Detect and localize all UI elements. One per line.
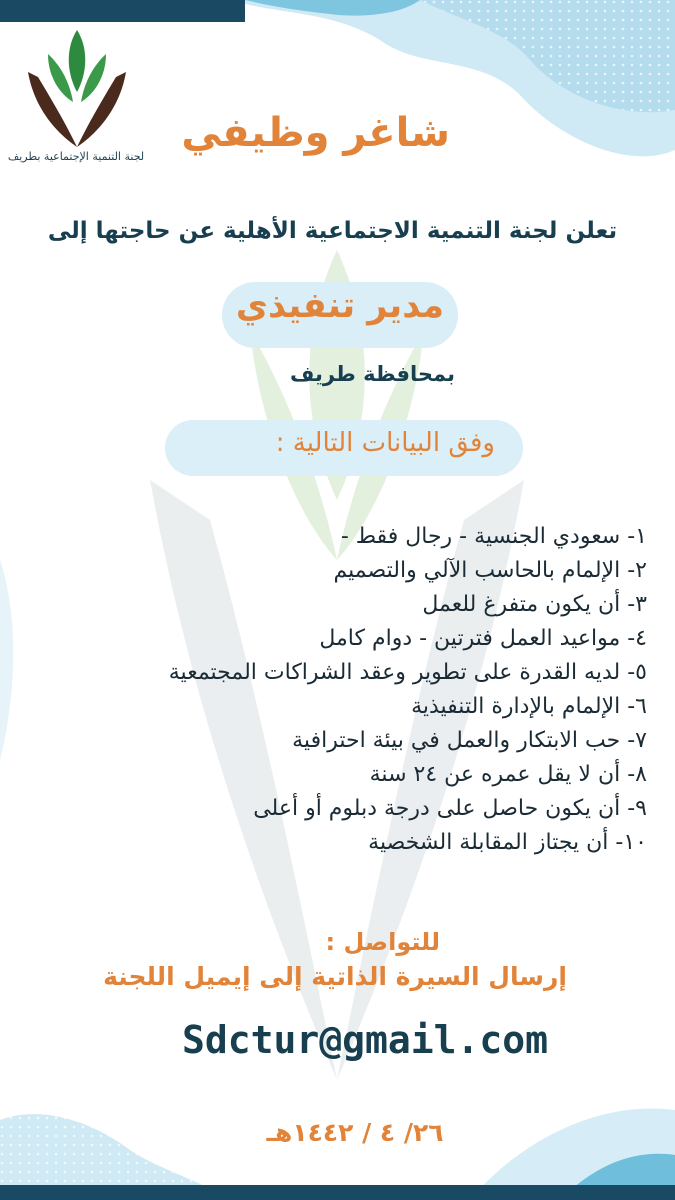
requirement-item: ٨- أن لا يقل عمره عن ٢٤ سنة — [369, 762, 647, 787]
logo-left-arm — [28, 72, 77, 147]
left-edge-wave — [0, 560, 13, 760]
criteria-heading: وفق البيانات التالية : — [275, 428, 495, 458]
hijri-date: ٢٦/ ٤ / ١٤٤٢هـ — [266, 1118, 444, 1147]
org-caption: لجنة التنمية الإجتماعية بطريف — [7, 150, 145, 163]
requirement-item: ٥- لديه القدرة على تطوير وعقد الشراكات المجتمعية — [168, 660, 647, 685]
contact-email[interactable]: Sdctur@gmail.com — [181, 1018, 549, 1062]
location-text: بمحافظة طريف — [290, 362, 455, 386]
announcement-text: تعلن لجنة التنمية الاجتماعية الأهلية عن حاجتها إلى — [47, 218, 618, 244]
requirement-item: ٩- أن يكون حاصل على درجة دبلوم أو أعلى — [253, 796, 647, 821]
position-title: مدير تنفيذي — [235, 286, 445, 326]
requirement-item: ٧- حب الابتكار والعمل في بيئة احترافية — [292, 728, 647, 753]
logo-center-leaf — [69, 30, 86, 92]
top-dark-band — [0, 0, 245, 22]
contact-text: إرسال السيرة الذاتية إلى إيميل اللجنة — [103, 962, 567, 991]
requirement-item: ٤- مواعيد العمل فترتين - دوام كامل — [319, 626, 647, 651]
requirement-item: ٦- الإلمام بالإدارة التنفيذية — [411, 694, 647, 719]
requirement-item: ٣- أن يكون متفرغ للعمل — [422, 592, 647, 617]
requirement-item: ١٠- أن يجتاز المقابلة الشخصية — [368, 830, 647, 855]
page-title: شاغر وظيفي — [181, 110, 450, 156]
logo-right-arm — [77, 72, 126, 147]
requirement-item: ٢- الإلمام بالحاسب الآلي والتصميم — [333, 558, 647, 583]
bottom-dark-band — [0, 1185, 675, 1200]
requirement-item: ١- سعودي الجنسية - رجال فقط - — [340, 524, 647, 549]
contact-label: للتواصل : — [325, 928, 440, 956]
requirements-list — [87, 520, 647, 860]
